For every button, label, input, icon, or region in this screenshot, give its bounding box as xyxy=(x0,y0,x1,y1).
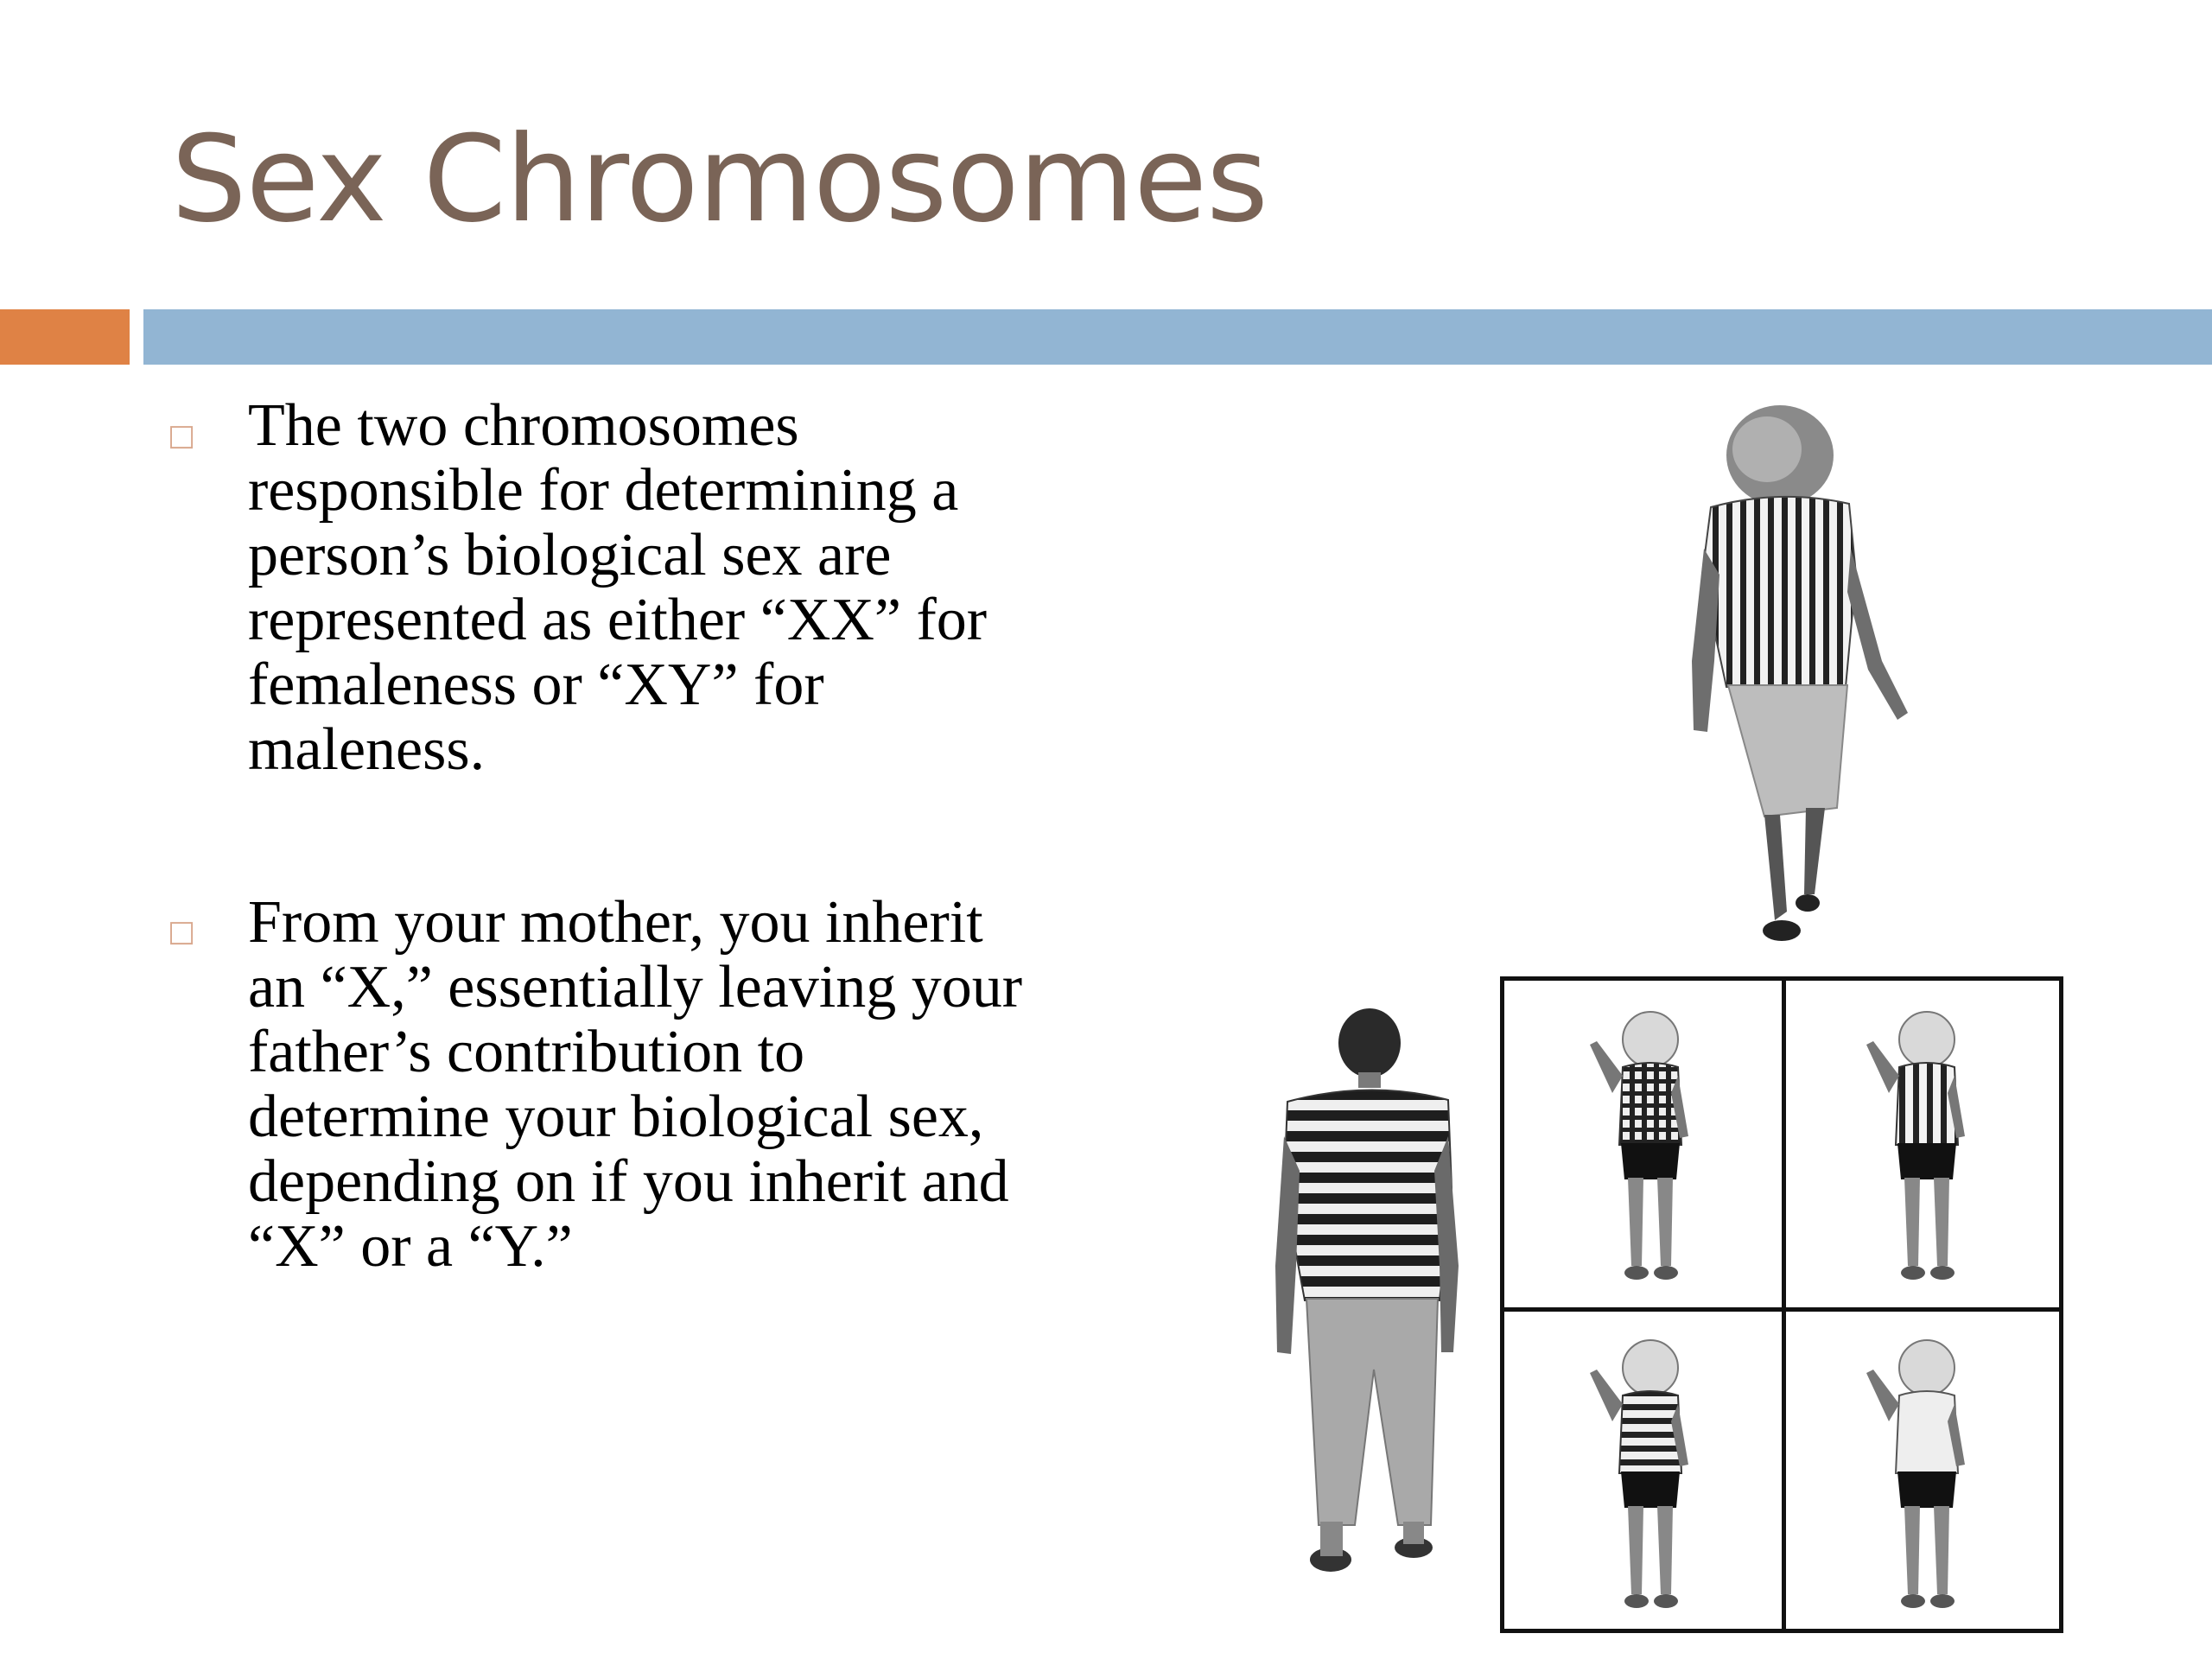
title-divider-bar xyxy=(143,309,2212,365)
child-bottom-right xyxy=(1858,1335,1987,1620)
square-bullet-icon: □ xyxy=(168,914,196,949)
square-bullet-icon: □ xyxy=(168,418,196,453)
punnett-divider-vertical xyxy=(1782,976,1786,1633)
child-top-left xyxy=(1581,1007,1711,1292)
child-bottom-left xyxy=(1581,1335,1711,1620)
title-accent-bar xyxy=(0,309,130,365)
bullet-text: The two chromosomes responsible for determining a person’s biological sex are represented as either “XX” for femaleness or “XY” for maleness. xyxy=(248,392,988,783)
slide-title: Sex Chromosomes xyxy=(171,110,1268,249)
punnett-divider-horizontal xyxy=(1500,1307,2063,1312)
father-figure xyxy=(1270,1007,1469,1594)
mother-figure xyxy=(1685,402,1927,955)
bullet-text: From your mother, you inherit an “X,” essentially leaving your father’s contribution to determine your biological sex, depending on if you inherit and “X” or a “Y.” xyxy=(248,889,1023,1280)
child-top-right xyxy=(1858,1007,1987,1292)
